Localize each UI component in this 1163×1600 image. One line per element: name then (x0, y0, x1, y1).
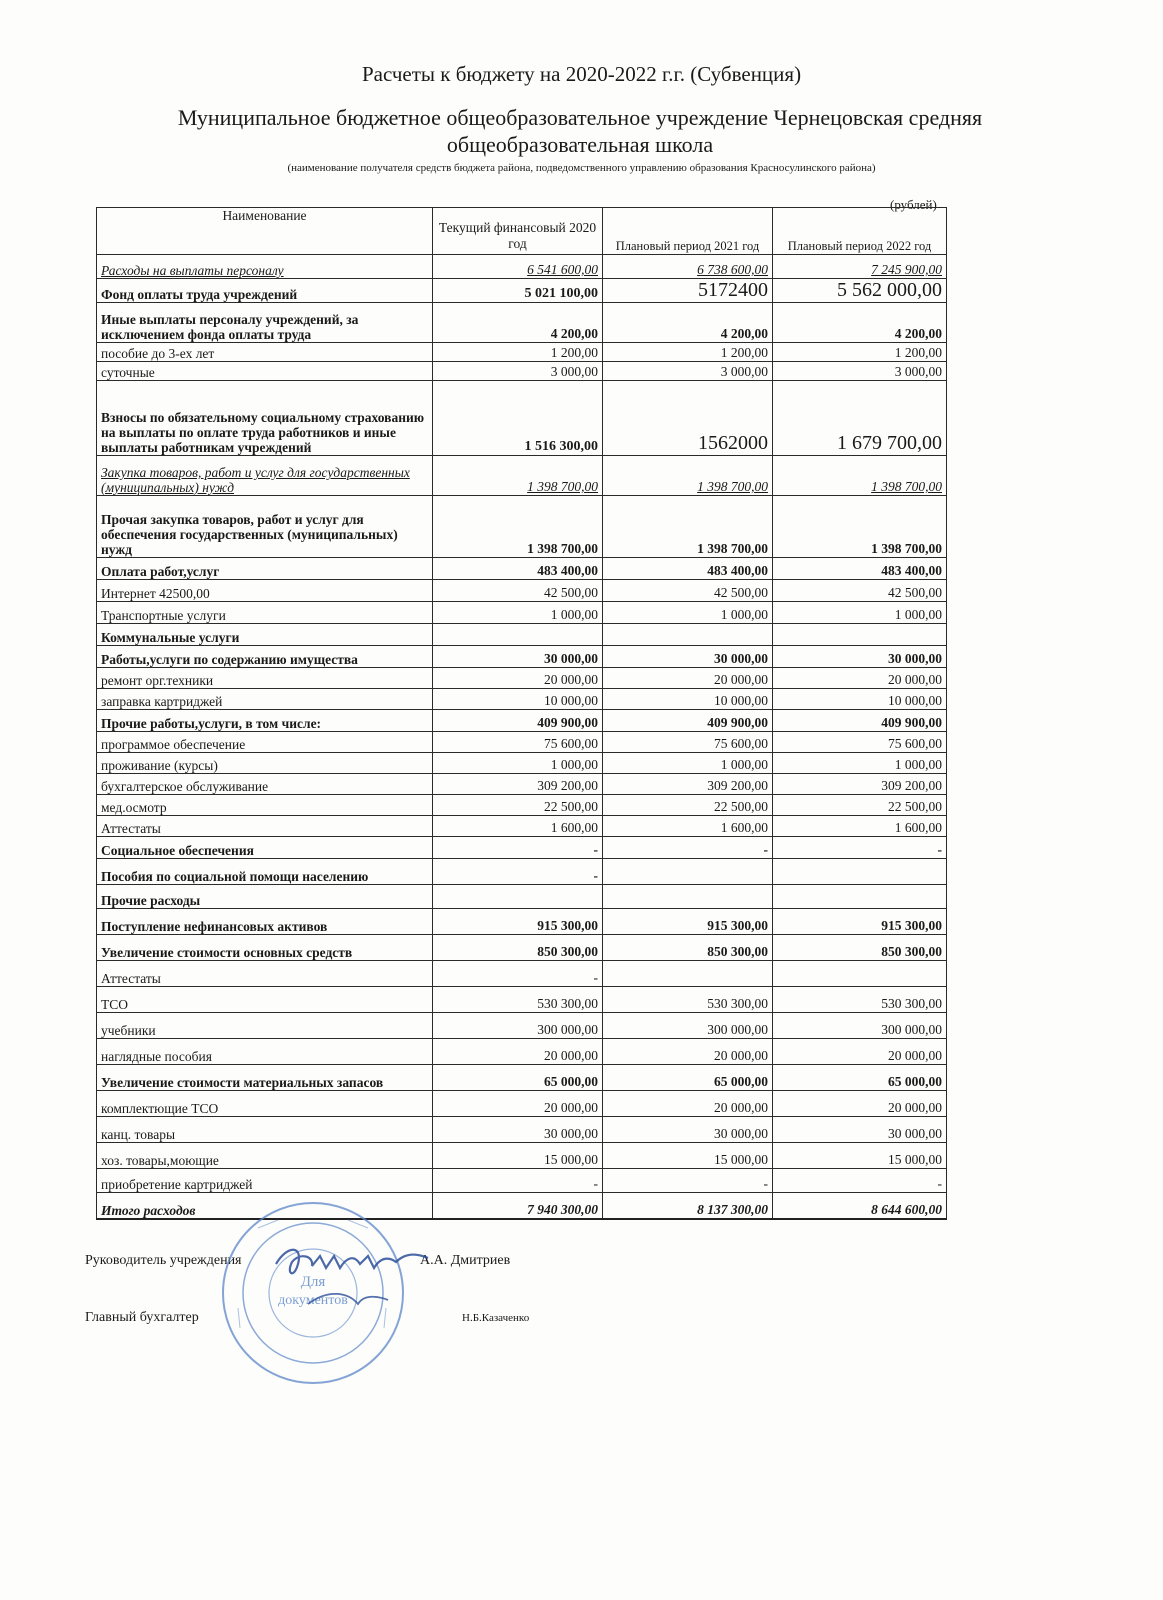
value-2021: 530 300,00 (603, 987, 773, 1013)
row-label-text: Расходы на выплаты персоналу (101, 263, 284, 278)
value-2021: 20 000,00 (603, 1039, 773, 1065)
value-2022: 5 562 000,00 (773, 279, 947, 303)
row-label: Итого расходов (97, 1193, 433, 1219)
value-2022-text: 1 398 700,00 (871, 479, 942, 494)
row-label: Фонд оплаты труда учреждений (97, 279, 433, 303)
value-2020: 483 400,00 (433, 558, 603, 580)
value-2022: 65 000,00 (773, 1065, 947, 1091)
row-label: Пособия по социальной помощи населению (97, 859, 433, 885)
table-row (97, 710, 947, 732)
value-2021 (603, 859, 773, 885)
row-label-text: Закупка товаров, работ и услуг для государственных (муниципальных) нужд (101, 465, 410, 495)
value-2022: 1 000,00 (773, 753, 947, 774)
value-2020: 409 900,00 (433, 710, 603, 732)
table-row (97, 935, 947, 961)
value-2020 (433, 255, 603, 279)
table-row (97, 774, 947, 795)
value-2022 (773, 624, 947, 646)
value-2021: 1 398 700,00 (603, 496, 773, 558)
table-row (97, 837, 947, 859)
value-2022 (773, 961, 947, 987)
value-2021: 300 000,00 (603, 1013, 773, 1039)
value-2021: 30 000,00 (603, 646, 773, 668)
accountant-label: Главный бухгалтер (85, 1310, 199, 1325)
value-2020: - (433, 837, 603, 859)
value-2020: 65 000,00 (433, 1065, 603, 1091)
value-2022: 1 679 700,00 (773, 381, 947, 456)
value-2020: 20 000,00 (433, 1091, 603, 1117)
table-row (97, 456, 947, 496)
document-title: Расчеты к бюджету на 2020-2022 г.г. (Субвенция) (361, 62, 802, 86)
row-label: пособие до 3-ех лет (97, 343, 433, 362)
value-2022 (773, 885, 947, 909)
value-2022: 1 200,00 (773, 343, 947, 362)
table-row (97, 303, 947, 343)
value-2022: - (773, 1169, 947, 1193)
value-2021: 75 600,00 (603, 732, 773, 753)
row-label (97, 456, 433, 496)
column-header-2021: Плановый период 2021 год (603, 208, 773, 255)
value-2020: 7 940 300,00 (433, 1193, 603, 1219)
value-2021: 409 900,00 (603, 710, 773, 732)
value-2020: 3 000,00 (433, 362, 603, 381)
row-label: Аттестаты (97, 961, 433, 987)
value-2020: 30 000,00 (433, 1117, 603, 1143)
row-label: Оплата работ,услуг (97, 558, 433, 580)
institution-name: Муниципальное бюджетное общеобразовательное учреждение Чернецовская средняя общеобразовательная школа (177, 105, 983, 157)
value-2022: 3 000,00 (773, 362, 947, 381)
handwritten-signature (268, 1234, 438, 1324)
row-label: Увеличение стоимости материальных запасов (97, 1065, 433, 1091)
table-row (97, 732, 947, 753)
value-2021 (603, 961, 773, 987)
value-2020: 850 300,00 (433, 935, 603, 961)
value-2022: 309 200,00 (773, 774, 947, 795)
value-2022: 409 900,00 (773, 710, 947, 732)
value-2022: 30 000,00 (773, 1117, 947, 1143)
value-2022: 4 200,00 (773, 303, 947, 343)
value-2020: 1 516 300,00 (433, 381, 603, 456)
row-label (97, 255, 433, 279)
value-2020 (433, 456, 603, 496)
value-2020: 915 300,00 (433, 909, 603, 935)
value-2022: 850 300,00 (773, 935, 947, 961)
row-label: суточные (97, 362, 433, 381)
value-2020: 15 000,00 (433, 1143, 603, 1169)
value-2021-text: 1 398 700,00 (697, 479, 768, 494)
value-2021: 4 200,00 (603, 303, 773, 343)
row-label: канц. товары (97, 1117, 433, 1143)
value-2020: - (433, 1169, 603, 1193)
row-label: ТСО (97, 987, 433, 1013)
accountant-name: Н.Б.Казаченко (462, 1312, 530, 1324)
value-2022: 300 000,00 (773, 1013, 947, 1039)
row-label: Прочие работы,услуги, в том числе: (97, 710, 433, 732)
value-2021: 8 137 300,00 (603, 1193, 773, 1219)
table-row (97, 602, 947, 624)
value-2022: 15 000,00 (773, 1143, 947, 1169)
value-2020: 22 500,00 (433, 795, 603, 816)
value-2021: 30 000,00 (603, 1117, 773, 1143)
row-label: хоз. товары,моющие (97, 1143, 433, 1169)
row-label: учебники (97, 1013, 433, 1039)
row-label: Социальное обеспечения (97, 837, 433, 859)
table-row (97, 624, 947, 646)
value-2021: 10 000,00 (603, 689, 773, 710)
column-header-name: Наименование (97, 208, 433, 255)
value-2022: 20 000,00 (773, 1039, 947, 1065)
value-2021: 309 200,00 (603, 774, 773, 795)
column-header-2022: Плановый период 2022 год (773, 208, 947, 255)
row-label: заправка картриджей (97, 689, 433, 710)
value-2022 (773, 859, 947, 885)
svg-text:Для: Для (300, 1274, 326, 1290)
table-row (97, 381, 947, 456)
table-row (97, 1065, 947, 1091)
table-row (97, 795, 947, 816)
row-label: Взносы по обязательному социальному страхованию на выплаты по оплате труда работников и иные выплаты работникам учреждений (97, 381, 433, 456)
row-label: Коммунальные услуги (97, 624, 433, 646)
value-2022: 42 500,00 (773, 580, 947, 602)
value-2021: 483 400,00 (603, 558, 773, 580)
value-2022: 20 000,00 (773, 668, 947, 689)
value-2021: 15 000,00 (603, 1143, 773, 1169)
value-2020: 20 000,00 (433, 1039, 603, 1065)
value-2022: 30 000,00 (773, 646, 947, 668)
value-2021: 1562000 (603, 381, 773, 456)
value-2021: 20 000,00 (603, 668, 773, 689)
row-label: приобретение картриджей (97, 1169, 433, 1193)
value-2020: 75 600,00 (433, 732, 603, 753)
row-label: Прочие расходы (97, 885, 433, 909)
row-label: наглядные пособия (97, 1039, 433, 1065)
row-label: Интернет 42500,00 (97, 580, 433, 602)
table-row (97, 816, 947, 837)
value-2020: 30 000,00 (433, 646, 603, 668)
value-2021 (603, 885, 773, 909)
value-2020-text: 6 541 600,00 (527, 262, 598, 277)
value-2021-text: 6 738 600,00 (697, 262, 768, 277)
value-2020: - (433, 961, 603, 987)
value-2020: 20 000,00 (433, 668, 603, 689)
table-row (97, 362, 947, 381)
value-2020: 309 200,00 (433, 774, 603, 795)
table-row (97, 1117, 947, 1143)
row-label: ремонт орг.техники (97, 668, 433, 689)
value-2021: 1 000,00 (603, 602, 773, 624)
value-2021: 20 000,00 (603, 1091, 773, 1117)
value-2021: 3 000,00 (603, 362, 773, 381)
row-label: комплектющие ТСО (97, 1091, 433, 1117)
table-row (97, 1013, 947, 1039)
table-row (97, 580, 947, 602)
value-2022: 1 600,00 (773, 816, 947, 837)
value-2022: 8 644 600,00 (773, 1193, 947, 1219)
value-2022: 10 000,00 (773, 689, 947, 710)
row-label: программое обеспечение (97, 732, 433, 753)
table-row (97, 961, 947, 987)
table-row (97, 343, 947, 362)
value-2021: 42 500,00 (603, 580, 773, 602)
value-2021: 1 200,00 (603, 343, 773, 362)
value-2022: 915 300,00 (773, 909, 947, 935)
value-2020-text: 1 398 700,00 (527, 479, 598, 494)
head-name: А.А. Дмитриев (420, 1253, 511, 1268)
table-row (97, 1039, 947, 1065)
value-2022: 22 500,00 (773, 795, 947, 816)
head-label: Руководитель учреждения (85, 1253, 242, 1268)
value-2022: 1 000,00 (773, 602, 947, 624)
value-2022: 530 300,00 (773, 987, 947, 1013)
value-2020: 1 600,00 (433, 816, 603, 837)
table-body (97, 255, 947, 1219)
table-row (97, 753, 947, 774)
value-2020: 10 000,00 (433, 689, 603, 710)
value-2020: 300 000,00 (433, 1013, 603, 1039)
table-row (97, 1169, 947, 1193)
table-row (97, 909, 947, 935)
value-2020: 1 000,00 (433, 753, 603, 774)
table-row (97, 987, 947, 1013)
value-2020 (433, 624, 603, 646)
value-2021: 1 600,00 (603, 816, 773, 837)
svg-text:документов: документов (278, 1293, 348, 1308)
recipient-note: (наименование получателя средств бюджета района, подведомственного управлению образования Красносулинского района) (287, 162, 876, 174)
row-label: Аттестаты (97, 816, 433, 837)
value-2020: 1 000,00 (433, 602, 603, 624)
budget-table (96, 207, 947, 1220)
row-label: бухгалтерское обслуживание (97, 774, 433, 795)
table-row (97, 558, 947, 580)
table-row (97, 885, 947, 909)
value-2021: - (603, 1169, 773, 1193)
value-2020: 4 200,00 (433, 303, 603, 343)
table-row (97, 668, 947, 689)
value-2020: 1 398 700,00 (433, 496, 603, 558)
value-2022 (773, 255, 947, 279)
value-2021 (603, 624, 773, 646)
table-row (97, 1091, 947, 1117)
row-label: Увеличение стоимости основных средств (97, 935, 433, 961)
column-header-2020: Текущий финансовый 2020 год (433, 208, 603, 255)
value-2021: 65 000,00 (603, 1065, 773, 1091)
row-label: Иные выплаты персоналу учреждений, за исключением фонда оплаты труда (97, 303, 433, 343)
value-2022 (773, 456, 947, 496)
row-label: Работы,услуги по содержанию имущества (97, 646, 433, 668)
value-2021: 915 300,00 (603, 909, 773, 935)
table-row (97, 1143, 947, 1169)
value-2021: 5172400 (603, 279, 773, 303)
value-2021: 850 300,00 (603, 935, 773, 961)
value-2020 (433, 885, 603, 909)
row-label: мед.осмотр (97, 795, 433, 816)
table-row (97, 255, 947, 279)
value-2020: 42 500,00 (433, 580, 603, 602)
value-2022: 483 400,00 (773, 558, 947, 580)
table-row (97, 859, 947, 885)
row-label: проживание (курсы) (97, 753, 433, 774)
row-label: Поступление нефинансовых активов (97, 909, 433, 935)
value-2022: 75 600,00 (773, 732, 947, 753)
value-2021 (603, 456, 773, 496)
value-2020: 5 021 100,00 (433, 279, 603, 303)
value-2021: 22 500,00 (603, 795, 773, 816)
row-label: Прочая закупка товаров, работ и услуг для обеспечения государственных (муниципальных) нужд (97, 496, 433, 558)
table-header-row (97, 208, 947, 255)
value-2021: - (603, 837, 773, 859)
row-label: Транспортные услуги (97, 602, 433, 624)
value-2022-text: 7 245 900,00 (871, 262, 942, 277)
value-2022: 20 000,00 (773, 1091, 947, 1117)
value-2022: - (773, 837, 947, 859)
value-2022: 1 398 700,00 (773, 496, 947, 558)
value-2021 (603, 255, 773, 279)
value-2020: 530 300,00 (433, 987, 603, 1013)
table-row (97, 496, 947, 558)
value-2021: 1 000,00 (603, 753, 773, 774)
table-row (97, 646, 947, 668)
table-row (97, 689, 947, 710)
units-label: (рублей) (890, 197, 937, 212)
table-row (97, 279, 947, 303)
value-2020: 1 200,00 (433, 343, 603, 362)
value-2020: - (433, 859, 603, 885)
